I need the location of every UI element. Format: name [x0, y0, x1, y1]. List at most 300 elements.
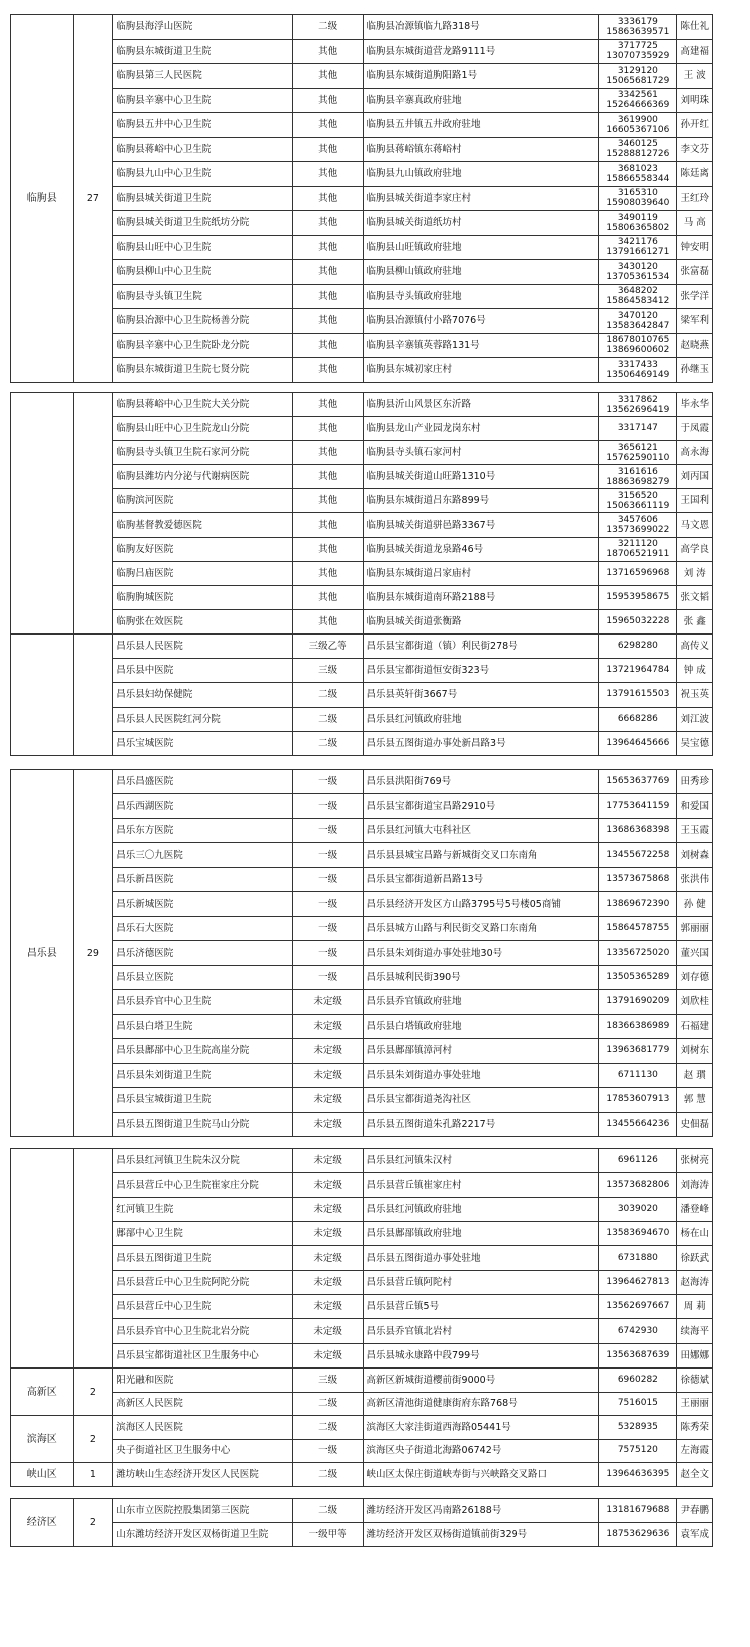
phone-cell: 3490119 15806365802	[599, 211, 677, 236]
hospital-name-cell: 临朐县辛寨中心卫生院卧龙分院	[113, 333, 292, 358]
address-cell: 临朐县九山镇政府驻地	[363, 162, 599, 187]
level-cell: 未定级	[292, 1246, 363, 1270]
hospital-name-cell: 昌乐宝城医院	[113, 731, 292, 755]
hospital-name-cell: 昌乐县立医院	[113, 965, 292, 989]
level-cell: 其他	[292, 333, 363, 358]
level-cell: 一级	[292, 867, 363, 891]
address-cell: 昌乐县宝都街道恒安街323号	[363, 659, 599, 683]
hospital-name-cell: 昌乐县营丘中心卫生院阿陀分院	[113, 1270, 292, 1294]
phone-cell: 3039020	[599, 1197, 677, 1221]
level-cell: 一级	[292, 965, 363, 989]
contact-person-cell: 刘树森	[677, 843, 713, 867]
address-cell: 昌乐县营丘镇阿陀村	[363, 1270, 599, 1294]
table-row	[11, 1463, 713, 1487]
hospital-name-cell: 潍坊峡山生态经济开发区人民医院	[113, 1463, 292, 1487]
phone-cell: 3470120 13583642847	[599, 309, 677, 334]
contact-person-cell: 续海平	[677, 1319, 713, 1343]
level-cell: 未定级	[292, 1149, 363, 1173]
table-row	[11, 635, 713, 659]
level-cell: 其他	[292, 561, 363, 585]
level-cell: 未定级	[292, 1197, 363, 1221]
contact-person-cell: 张 鑫	[677, 609, 713, 633]
hospital-name-cell: 临朐朐城医院	[113, 585, 292, 609]
hospital-table-section	[10, 1148, 713, 1368]
hospital-table-section	[10, 634, 713, 756]
hospital-name-cell: 临朐县寺头镇卫生院石家河分院	[113, 441, 292, 465]
level-cell: 其他	[292, 186, 363, 211]
table-row	[11, 561, 713, 585]
hospital-name-cell: 临朐友好医院	[113, 537, 292, 561]
contact-person-cell: 刘 涛	[677, 561, 713, 585]
address-cell: 临朐县东城街道营龙路9111号	[363, 39, 599, 64]
hospital-name-cell: 昌乐县乔官中心卫生院北岩分院	[113, 1319, 292, 1343]
table-row	[11, 1270, 713, 1294]
hospital-name-cell: 临朐基督教爱德医院	[113, 513, 292, 537]
phone-cell: 6731880	[599, 1246, 677, 1270]
hospital-name-cell: 临朐县海浮山医院	[113, 15, 292, 40]
level-cell: 未定级	[292, 1270, 363, 1294]
level-cell: 二级	[292, 15, 363, 40]
phone-cell: 3619900 16605367106	[599, 113, 677, 138]
address-cell: 临朐县城关街道纸坊村	[363, 211, 599, 236]
table-row	[11, 1112, 713, 1136]
phone-cell: 3317433 13506469149	[599, 358, 677, 383]
contact-person-cell: 杨在山	[677, 1222, 713, 1246]
contact-person-cell: 刘海涛	[677, 1173, 713, 1197]
hospital-name-cell: 昌乐县宝都街道社区卫生服务中心	[113, 1343, 292, 1367]
table-row	[11, 1295, 713, 1319]
hospital-name-cell: 临朐县城关街道卫生院	[113, 186, 292, 211]
address-cell: 昌乐县鄌郚镇政府驻地	[363, 1222, 599, 1246]
phone-cell: 3342561 15264666369	[599, 88, 677, 113]
contact-person-cell: 高传义	[677, 635, 713, 659]
phone-cell: 7516015	[599, 1392, 677, 1416]
hospital-name-cell: 昌乐县红河镇卫生院朱汉分院	[113, 1149, 292, 1173]
hospital-name-cell: 临朐县城关街道卫生院纸坊分院	[113, 211, 292, 236]
hospital-table-section	[10, 769, 713, 1137]
phone-cell: 15953958675	[599, 585, 677, 609]
contact-person-cell: 刘丙国	[677, 465, 713, 489]
level-cell: 三级	[292, 1369, 363, 1393]
contact-person-cell: 李文芬	[677, 137, 713, 162]
level-cell: 未定级	[292, 1222, 363, 1246]
table-row	[11, 113, 713, 138]
contact-person-cell: 刘存德	[677, 965, 713, 989]
level-cell: 一级	[292, 892, 363, 916]
level-cell: 其他	[292, 235, 363, 260]
phone-cell: 3317147	[599, 417, 677, 441]
level-cell: 二级	[292, 1416, 363, 1440]
phone-cell: 13869672390	[599, 892, 677, 916]
address-cell: 昌乐县宝都街道新昌路13号	[363, 867, 599, 891]
contact-person-cell: 赵 瑻	[677, 1063, 713, 1087]
address-cell: 临朐县山旺镇政府驻地	[363, 235, 599, 260]
contact-person-cell: 赵海涛	[677, 1270, 713, 1294]
contact-person-cell: 张文韬	[677, 585, 713, 609]
phone-cell: 6668286	[599, 707, 677, 731]
level-cell: 二级	[292, 1392, 363, 1416]
table-row	[11, 186, 713, 211]
address-cell: 昌乐县乔官镇北岩村	[363, 1319, 599, 1343]
phone-cell: 13573675868	[599, 867, 677, 891]
count-cell	[73, 635, 113, 756]
table-row	[11, 1369, 713, 1393]
hospital-name-cell: 山东潍坊经济开发区双杨街道卫生院	[113, 1523, 292, 1547]
hospital-name-cell: 昌乐县朱刘街道卫生院	[113, 1063, 292, 1087]
county-cell: 昌乐县	[11, 770, 74, 1137]
level-cell: 其他	[292, 393, 363, 417]
hospital-name-cell: 昌乐县妇幼保健院	[113, 683, 292, 707]
phone-cell: 13791690209	[599, 990, 677, 1014]
county-cell: 临朐县	[11, 15, 74, 383]
table-row	[11, 235, 713, 260]
address-cell: 临朐县辛寨镇英蓉路131号	[363, 333, 599, 358]
county-cell: 滨海区	[11, 1416, 74, 1463]
table-row	[11, 965, 713, 989]
contact-person-cell: 王 波	[677, 64, 713, 89]
address-cell: 高新区清池街道健康街府东路768号	[363, 1392, 599, 1416]
table-row	[11, 333, 713, 358]
table-row	[11, 916, 713, 940]
table-row	[11, 867, 713, 891]
table-row	[11, 1319, 713, 1343]
contact-person-cell: 刘欣桂	[677, 990, 713, 1014]
contact-person-cell: 赵全文	[677, 1463, 713, 1487]
level-cell: 其他	[292, 260, 363, 285]
address-cell: 昌乐县五图街道朱孔路2217号	[363, 1112, 599, 1136]
phone-cell: 6961126	[599, 1149, 677, 1173]
phone-cell: 15965032228	[599, 609, 677, 633]
table-row	[11, 1149, 713, 1173]
phone-cell: 17853607913	[599, 1088, 677, 1112]
table-row	[11, 1173, 713, 1197]
address-cell: 昌乐县城永康路中段799号	[363, 1343, 599, 1367]
contact-person-cell: 孙继玉	[677, 358, 713, 383]
hospital-name-cell: 昌乐济德医院	[113, 941, 292, 965]
hospital-name-cell: 临朐县第三人民医院	[113, 64, 292, 89]
phone-cell: 3656121 15762590110	[599, 441, 677, 465]
contact-person-cell: 刘明珠	[677, 88, 713, 113]
level-cell: 一级	[292, 818, 363, 842]
level-cell: 二级	[292, 1463, 363, 1487]
table-row	[11, 707, 713, 731]
address-cell: 昌乐县乔官镇政府驻地	[363, 990, 599, 1014]
address-cell: 临朐县城关街道龙泉路46号	[363, 537, 599, 561]
contact-person-cell: 孙 健	[677, 892, 713, 916]
level-cell: 未定级	[292, 1039, 363, 1063]
phone-cell: 13562697667	[599, 1295, 677, 1319]
level-cell: 其他	[292, 64, 363, 89]
table-row	[11, 39, 713, 64]
hospital-name-cell: 昌乐西湖医院	[113, 794, 292, 818]
hospital-name-cell: 临朐县蒋峪中心卫生院大关分院	[113, 393, 292, 417]
table-row	[11, 585, 713, 609]
table-row	[11, 990, 713, 1014]
hospital-name-cell: 临朐吕庙医院	[113, 561, 292, 585]
address-cell: 临朐县东城街道朐阳路1号	[363, 64, 599, 89]
table-row	[11, 489, 713, 513]
level-cell: 一级	[292, 794, 363, 818]
contact-person-cell: 王玉霞	[677, 818, 713, 842]
address-cell: 临朐县城关街道山旺路1310号	[363, 465, 599, 489]
table-row	[11, 441, 713, 465]
table-row	[11, 358, 713, 383]
count-cell: 2	[73, 1499, 113, 1547]
level-cell: 未定级	[292, 1343, 363, 1367]
count-cell	[73, 1149, 113, 1368]
address-cell: 昌乐县红河镇大屯科社区	[363, 818, 599, 842]
table-row	[11, 609, 713, 633]
level-cell: 其他	[292, 609, 363, 633]
contact-person-cell: 高学良	[677, 537, 713, 561]
phone-cell: 3211120 18706521911	[599, 537, 677, 561]
hospital-name-cell: 昌乐县营丘中心卫生院	[113, 1295, 292, 1319]
hospital-name-cell: 临朐县冶源中心卫生院杨善分院	[113, 309, 292, 334]
contact-person-cell: 钟 成	[677, 659, 713, 683]
hospital-name-cell: 临朐县山旺中心卫生院	[113, 235, 292, 260]
address-cell: 临朐县柳山镇政府驻地	[363, 260, 599, 285]
phone-cell: 3161616 18863698279	[599, 465, 677, 489]
hospital-table-section	[10, 1415, 713, 1463]
phone-cell: 5328935	[599, 1416, 677, 1440]
hospital-name-cell: 临朐县五井中心卫生院	[113, 113, 292, 138]
contact-person-cell: 左海霞	[677, 1439, 713, 1463]
table-row	[11, 843, 713, 867]
phone-cell: 13583694670	[599, 1222, 677, 1246]
contact-person-cell: 毕永华	[677, 393, 713, 417]
table-row	[11, 1499, 713, 1523]
count-cell: 2	[73, 1369, 113, 1416]
hospital-name-cell: 昌乐昌盛医院	[113, 770, 292, 794]
address-cell: 昌乐县洪阳街769号	[363, 770, 599, 794]
phone-cell: 18678010765 13869600602	[599, 333, 677, 358]
hospital-name-cell: 昌乐县鄌郚中心卫生院高崖分院	[113, 1039, 292, 1063]
phone-cell: 13716596968	[599, 561, 677, 585]
hospital-name-cell: 临朐县九山中心卫生院	[113, 162, 292, 187]
address-cell: 临朐县城关街道李家庄村	[363, 186, 599, 211]
address-cell: 临朐县冶源镇付小路7076号	[363, 309, 599, 334]
contact-person-cell: 尹春鹏	[677, 1499, 713, 1523]
address-cell: 临朐县沂山风景区东沂路	[363, 393, 599, 417]
phone-cell: 3421176 13791661271	[599, 235, 677, 260]
level-cell: 未定级	[292, 1295, 363, 1319]
address-cell: 昌乐县宝都街道宝昌路2910号	[363, 794, 599, 818]
hospital-name-cell: 临朐滨河医院	[113, 489, 292, 513]
level-cell: 二级	[292, 1499, 363, 1523]
hospital-name-cell: 临朐县辛寨中心卫生院	[113, 88, 292, 113]
contact-person-cell: 史佃磊	[677, 1112, 713, 1136]
count-cell: 29	[73, 770, 113, 1137]
hospital-name-cell: 临朐县蒋峪中心卫生院	[113, 137, 292, 162]
table-row	[11, 1392, 713, 1416]
phone-cell: 18753629636	[599, 1523, 677, 1547]
hospital-table-section	[10, 1462, 713, 1487]
table-row	[11, 941, 713, 965]
table-row	[11, 513, 713, 537]
contact-person-cell: 陈廷离	[677, 162, 713, 187]
level-cell: 其他	[292, 162, 363, 187]
level-cell: 其他	[292, 489, 363, 513]
level-cell: 一级	[292, 916, 363, 940]
table-row	[11, 818, 713, 842]
table-row	[11, 659, 713, 683]
hospital-name-cell: 昌乐石大医院	[113, 916, 292, 940]
phone-cell: 13573682806	[599, 1173, 677, 1197]
table-row	[11, 1063, 713, 1087]
address-cell: 临朐县东城初家庄村	[363, 358, 599, 383]
hospital-name-cell: 高新区人民医院	[113, 1392, 292, 1416]
address-cell: 昌乐县白塔镇政府驻地	[363, 1014, 599, 1038]
hospital-name-cell: 山东市立医院控股集团第三医院	[113, 1499, 292, 1523]
level-cell: 二级	[292, 707, 363, 731]
hospital-name-cell: 临朐县东城街道卫生院	[113, 39, 292, 64]
table-row	[11, 162, 713, 187]
level-cell: 三级乙等	[292, 635, 363, 659]
count-cell	[73, 393, 113, 634]
level-cell: 其他	[292, 39, 363, 64]
phone-cell: 3156520 15063661119	[599, 489, 677, 513]
address-cell: 临朐县蒋峪镇东蒋峪村	[363, 137, 599, 162]
contact-person-cell: 于凤霞	[677, 417, 713, 441]
hospital-name-cell: 临朐县潍坊内分泌与代谢病医院	[113, 465, 292, 489]
phone-cell: 3648202 15864583412	[599, 284, 677, 309]
phone-cell: 18366386989	[599, 1014, 677, 1038]
contact-person-cell: 刘江波	[677, 707, 713, 731]
phone-cell: 13963681779	[599, 1039, 677, 1063]
address-cell: 昌乐县营丘镇5号	[363, 1295, 599, 1319]
hospital-name-cell: 鄌郚中心卫生院	[113, 1222, 292, 1246]
county-cell: 经济区	[11, 1499, 74, 1547]
table-row	[11, 211, 713, 236]
table-row	[11, 15, 713, 40]
hospital-name-cell: 央子街道社区卫生服务中心	[113, 1439, 292, 1463]
contact-person-cell: 王国利	[677, 489, 713, 513]
address-cell: 临朐县龙山产业园龙岗东村	[363, 417, 599, 441]
table-row	[11, 465, 713, 489]
phone-cell: 13964645666	[599, 731, 677, 755]
address-cell: 昌乐县宝都街道尧沟社区	[363, 1088, 599, 1112]
level-cell: 一级	[292, 770, 363, 794]
contact-person-cell: 王红玲	[677, 186, 713, 211]
hospital-table-section	[10, 1368, 713, 1416]
hospital-table-section	[10, 392, 713, 634]
table-row	[11, 309, 713, 334]
address-cell: 昌乐县朱刘街道办事处驻地30号	[363, 941, 599, 965]
phone-cell: 13964627813	[599, 1270, 677, 1294]
contact-person-cell: 赵晓燕	[677, 333, 713, 358]
phone-cell: 7575120	[599, 1439, 677, 1463]
hospital-name-cell: 昌乐县五图街道卫生院	[113, 1246, 292, 1270]
contact-person-cell: 陈秀荣	[677, 1416, 713, 1440]
table-row	[11, 64, 713, 89]
contact-person-cell: 田秀珍	[677, 770, 713, 794]
phone-cell: 3460125 15288812726	[599, 137, 677, 162]
level-cell: 未定级	[292, 1063, 363, 1087]
level-cell: 一级	[292, 941, 363, 965]
level-cell: 未定级	[292, 1173, 363, 1197]
address-cell: 临朐县城关街道骈邑路3367号	[363, 513, 599, 537]
table-row	[11, 284, 713, 309]
address-cell: 临朐县东城街道吕家庙村	[363, 561, 599, 585]
contact-person-cell: 董兴国	[677, 941, 713, 965]
level-cell: 其他	[292, 417, 363, 441]
contact-person-cell: 郭丽丽	[677, 916, 713, 940]
address-cell: 高新区新城街道樱前街9000号	[363, 1369, 599, 1393]
phone-cell: 13791615503	[599, 683, 677, 707]
level-cell: 其他	[292, 537, 363, 561]
address-cell: 昌乐县五图街道办事处驻地	[363, 1246, 599, 1270]
address-cell: 昌乐县宝都街道（镇）利民街278号	[363, 635, 599, 659]
level-cell: 其他	[292, 113, 363, 138]
hospital-name-cell: 昌乐县人民医院红河分院	[113, 707, 292, 731]
phone-cell: 3717725 13070735929	[599, 39, 677, 64]
table-row	[11, 1439, 713, 1463]
contact-person-cell: 高永海	[677, 441, 713, 465]
phone-cell: 3430120 13705361534	[599, 260, 677, 285]
hospital-table-section	[10, 1498, 713, 1547]
level-cell: 其他	[292, 358, 363, 383]
phone-cell: 13455664236	[599, 1112, 677, 1136]
phone-cell: 6711130	[599, 1063, 677, 1087]
phone-cell: 3165310 15908039640	[599, 186, 677, 211]
table-row	[11, 770, 713, 794]
address-cell: 临朐县东城街道吕东路899号	[363, 489, 599, 513]
table-row	[11, 1416, 713, 1440]
level-cell: 其他	[292, 137, 363, 162]
count-cell: 27	[73, 15, 113, 383]
level-cell: 未定级	[292, 990, 363, 1014]
address-cell: 昌乐县城利民街390号	[363, 965, 599, 989]
county-cell: 高新区	[11, 1369, 74, 1416]
level-cell: 其他	[292, 441, 363, 465]
hospital-name-cell: 昌乐县人民医院	[113, 635, 292, 659]
contact-person-cell: 张富磊	[677, 260, 713, 285]
address-cell: 临朐县寺头镇石家河村	[363, 441, 599, 465]
table-row	[11, 892, 713, 916]
level-cell: 一级甲等	[292, 1523, 363, 1547]
contact-person-cell: 张洪伟	[677, 867, 713, 891]
hospital-name-cell: 昌乐三〇九医院	[113, 843, 292, 867]
hospital-name-cell: 临朐县寺头镇卫生院	[113, 284, 292, 309]
level-cell: 未定级	[292, 1088, 363, 1112]
phone-cell: 13356725020	[599, 941, 677, 965]
table-row	[11, 731, 713, 755]
county-cell: 峡山区	[11, 1463, 74, 1487]
contact-person-cell: 祝玉英	[677, 683, 713, 707]
address-cell: 昌乐县经济开发区方山路3795号5号楼05商铺	[363, 892, 599, 916]
phone-cell: 15864578755	[599, 916, 677, 940]
address-cell: 临朐县辛寨真政府驻地	[363, 88, 599, 113]
contact-person-cell: 张学洋	[677, 284, 713, 309]
contact-person-cell: 高建福	[677, 39, 713, 64]
address-cell: 临朐县冶源镇临九路318号	[363, 15, 599, 40]
contact-person-cell: 徐跃武	[677, 1246, 713, 1270]
phone-cell: 17753641159	[599, 794, 677, 818]
table-row	[11, 1343, 713, 1367]
contact-person-cell: 王丽丽	[677, 1392, 713, 1416]
contact-person-cell: 郭 慧	[677, 1088, 713, 1112]
table-row	[11, 1246, 713, 1270]
address-cell: 昌乐县营丘镇崔家庄村	[363, 1173, 599, 1197]
hospital-name-cell: 昌乐县宝城街道卫生院	[113, 1088, 292, 1112]
phone-cell: 3336179 15863639571	[599, 15, 677, 40]
table-row	[11, 88, 713, 113]
level-cell: 二级	[292, 731, 363, 755]
address-cell: 昌乐县英轩街3667号	[363, 683, 599, 707]
phone-cell: 13181679688	[599, 1499, 677, 1523]
hospital-name-cell: 阳光融和医院	[113, 1369, 292, 1393]
table-row	[11, 1088, 713, 1112]
